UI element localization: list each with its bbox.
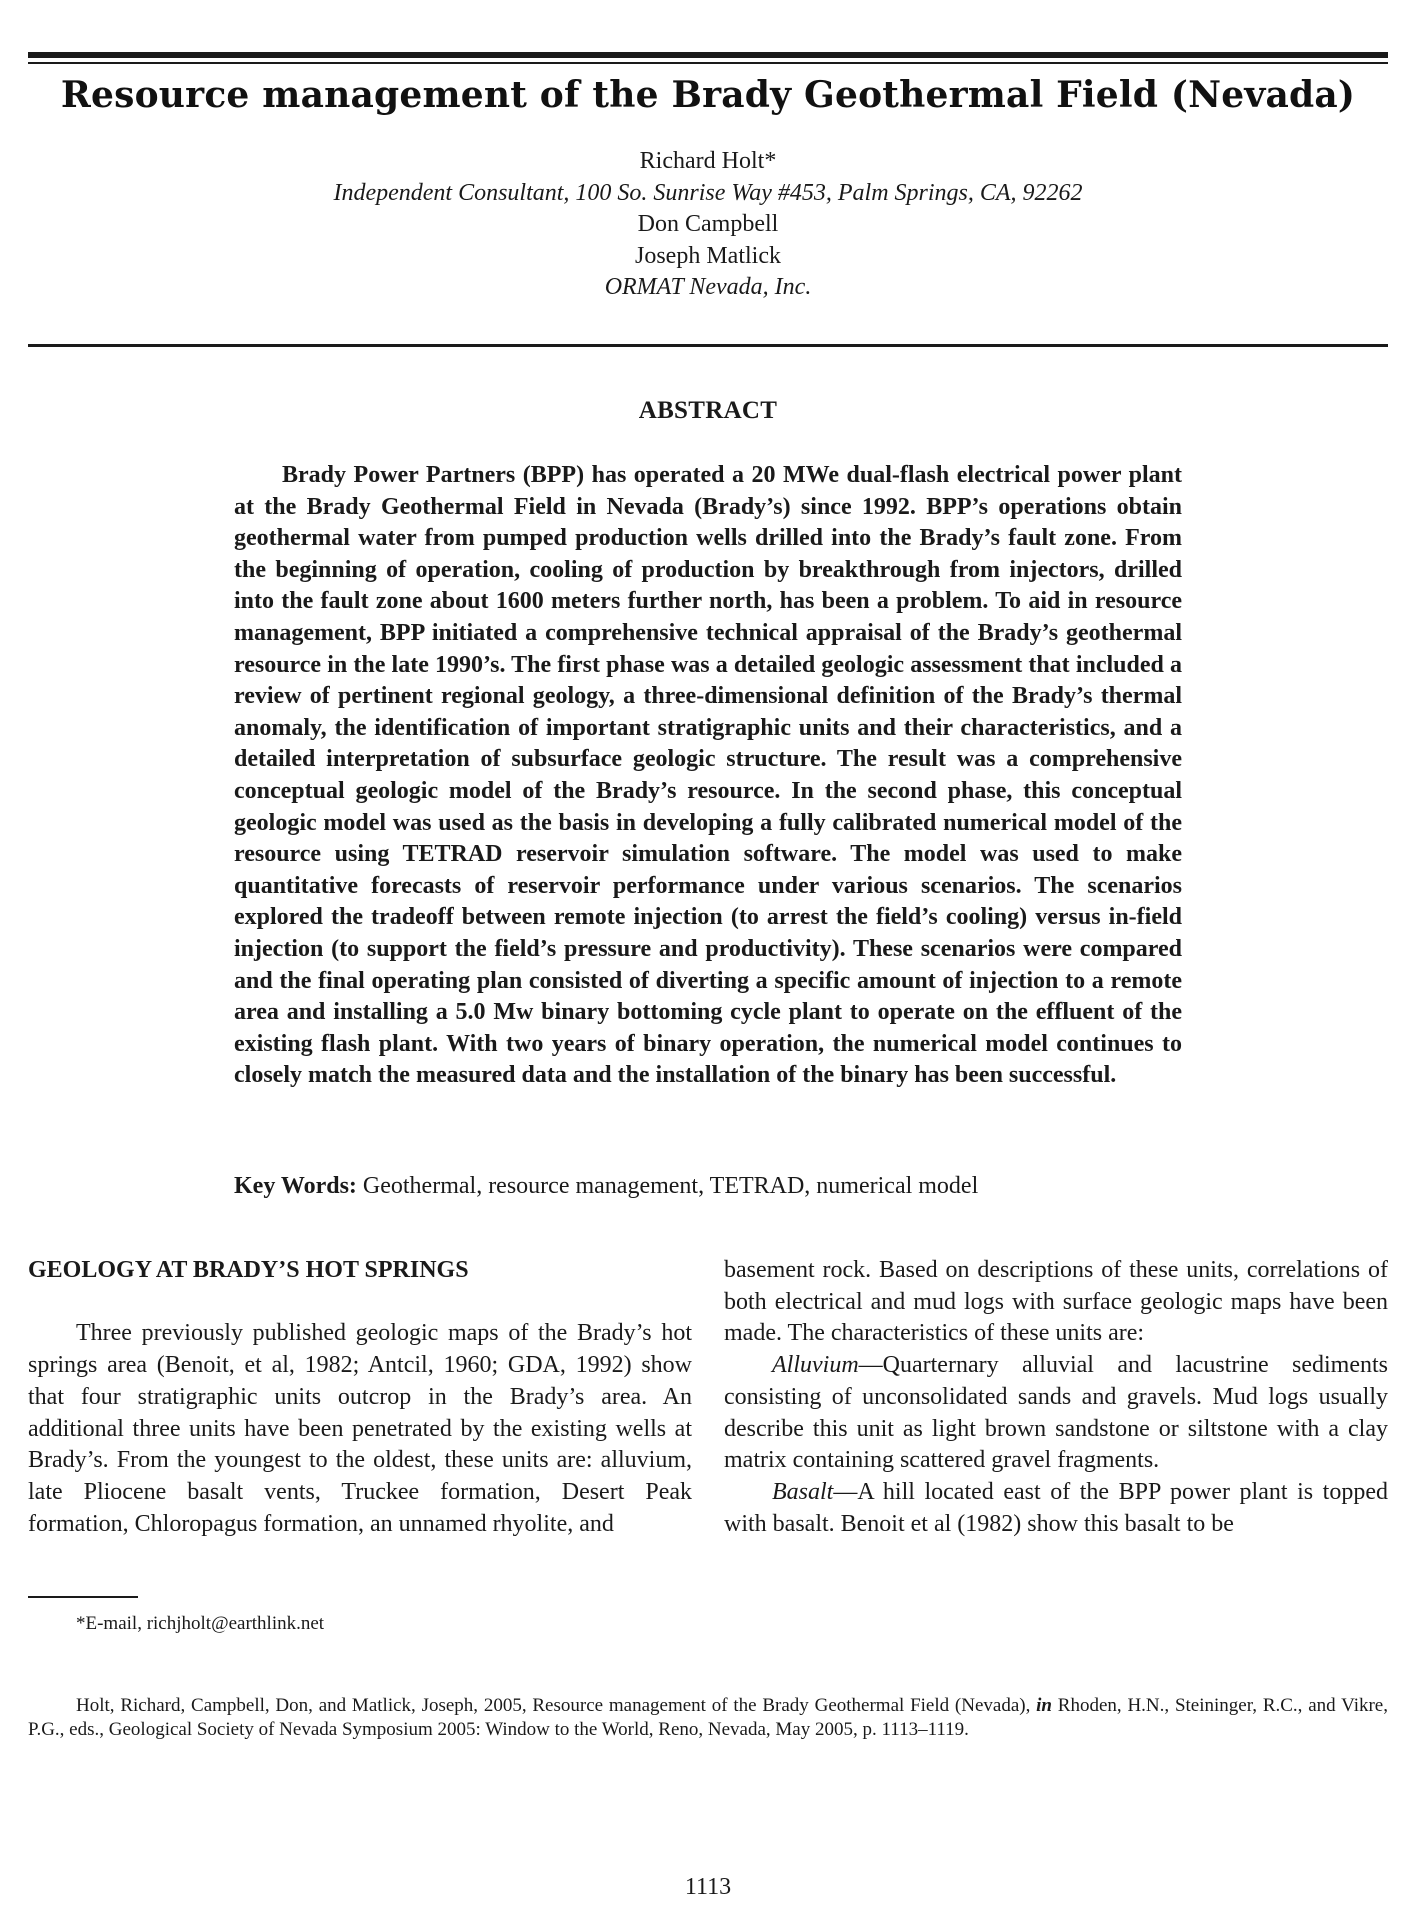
author-name: Don Campbell	[637, 211, 779, 237]
body-paragraph: basement rock. Based on descriptions of these units, correlations of both electrical and mud logs with surface geologic maps have been made. The characteristics of these units are:	[724, 1257, 1388, 1347]
author-name: Joseph Matlick	[635, 242, 781, 269]
keywords	[234, 1171, 1182, 1203]
footnote-rule	[28, 1596, 138, 1598]
paper-title: Resource management of the Brady Geothermal Field (Nevada)	[60, 74, 1356, 116]
basalt-description: —A hill located east of the BPP power plant is topped with basalt. Benoit et al (1982) show this basalt to be	[724, 1478, 1388, 1537]
body-paragraph	[724, 1477, 1388, 1540]
page-number: 1113	[684, 1874, 732, 1900]
footnote: *E-mail, richjholt@earthlink.net	[76, 1613, 325, 1634]
header-bottom-rule	[28, 344, 1388, 347]
author-name: Richard Holt*	[639, 148, 777, 174]
citation-text: Holt, Richard, Campbell, Don, and Matlick, Joseph, 2005, Resource management of the Brady Geothermal Field (Nevada),	[76, 1695, 1037, 1716]
citation-in: in	[1036, 1695, 1053, 1716]
body-paragraph	[724, 1350, 1388, 1477]
citation	[28, 1694, 1388, 1742]
column-right	[724, 1255, 1388, 1540]
header-rule-thin	[28, 62, 1388, 64]
abstract-heading: ABSTRACT	[638, 397, 778, 424]
alluvium-description: —Quarternary alluvial and lacustrine sediments consisting of unconsolidated sands and gravels. Mud logs usually describe this unit as light brown sandstone or siltstone with a clay matrix containing scattered gravel fragments.	[724, 1352, 1388, 1474]
keywords-list: Geothermal, resource management, TETRAD, numerical model	[356, 1173, 979, 1199]
header-rule-thick	[28, 52, 1388, 58]
author-affiliation: ORMAT Nevada, Inc.	[604, 274, 812, 300]
citation-text: Rhoden, H.N., Steininger, R.C., and Vikre, P.G., eds., Geological Society of Nevada Symposium 2005: Window to the World, Reno, Nevada, May 2005, p. 1113–1119.	[28, 1695, 1388, 1740]
author-block	[28, 146, 1388, 304]
term-alluvium: Alluvium	[772, 1352, 859, 1379]
author-affiliation: Independent Consultant, 100 So. Sunrise Way #453, Palm Springs, CA, 92262	[333, 179, 1083, 206]
abstract-text: Brady Power Partners (BPP) has operated a 20 MWe dual-flash electrical power plant at the Brady Geothermal Field in Nevada (Brady’s) since 1992. BPP’s operations obtain geothermal water from pumped production wells drilled into the Brady’s fault zone. From the beginning of operation, cooling of production by breakthrough from injectors, drilled into the fault zone about 1600 meters further north, has been a problem. To aid in resource management, BPP initiated a comprehensive technical appraisal of the Brady’s geothermal resource in the late 1990’s. The first phase was a detailed geologic assessment that included a review of pertinent regional geology, a three-dimensional definition of the Brady’s thermal anomaly, the identification of important stratigraphic units and their characteristics, and a detailed interpretation of subsurface geologic structure. The result was a comprehensive conceptual geologic model of the Brady’s resource. In the second phase, this conceptual geologic model was used as the basis in developing a fully calibrated numerical model of the resource using TETRAD reservoir simulation software. The model was used to make quantitative forecasts of reservoir performance under various scenarios. The scenarios explored the tradeoff between remote injection (to arrest the field’s cooling) versus in-field injection (to support the field’s pressure and productivity). These scenarios were compared and the final operating plan consisted of diverting a specific amount of injection to a remote area and installing a 5.0 Mw binary bottoming cycle plant to operate on the effluent of the existing flash plant. With two years of binary operation, the numerical model continues to closely match the measured data and the installation of the binary has been successful.	[234, 462, 1182, 1089]
section-heading: GEOLOGY AT BRADY’S HOT SPRINGS	[28, 1257, 469, 1283]
body-paragraph: Three previously published geologic maps of the Brady’s hot springs area (Benoit, et al, 1982; Antcil, 1960; GDA, 1992) show that four stratigraphic units outcrop in the Brady’s area. An additional three units have been penetrated by the existing wells at Brady’s. From the youngest to the oldest, these units are: alluvium, late Pliocene basalt vents, Truckee formation, Desert Peak formation, Chloropagus formation, an unnamed rhyolite, and	[28, 1320, 692, 1537]
keywords-label: Key Words:	[234, 1173, 357, 1199]
term-basalt: Basalt	[772, 1478, 834, 1505]
column-left	[28, 1255, 692, 1540]
